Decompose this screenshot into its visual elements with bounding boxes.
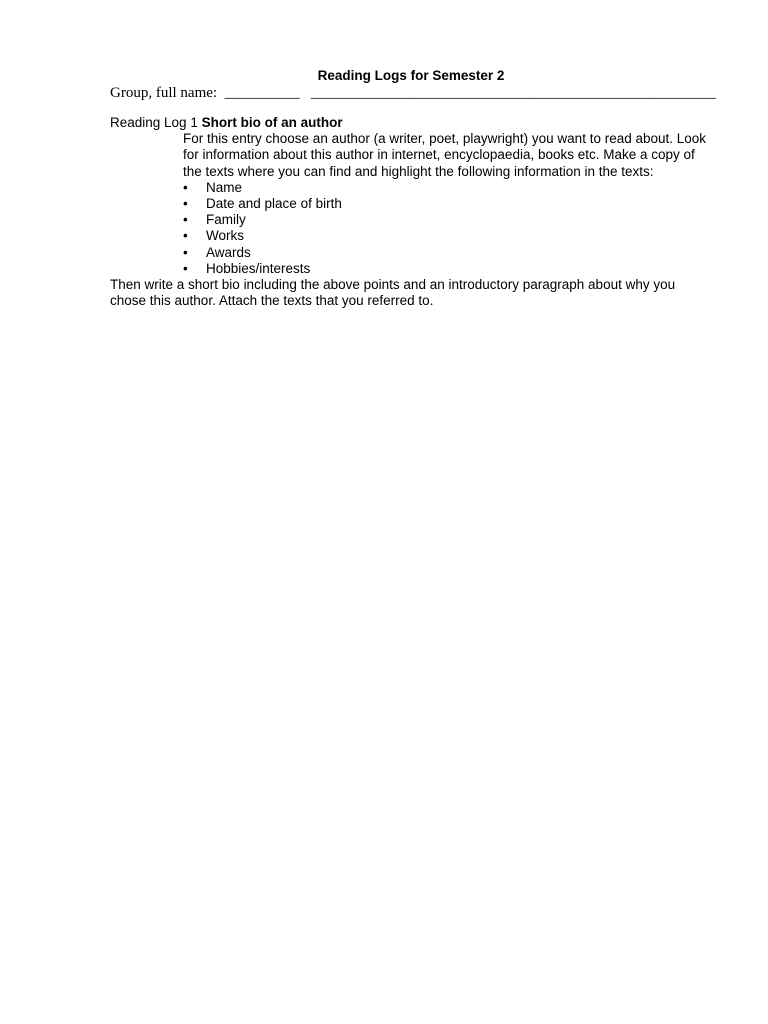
group-name-line <box>110 84 714 102</box>
reading-log-closing: Then write a short bio including the above points and an introductory paragraph about why you chose this author. Attach the texts that you referred to. <box>110 277 676 309</box>
bullet-icon: • <box>183 228 188 244</box>
bullet-icon: • <box>183 179 188 195</box>
reading-log-label: Reading Log 1 <box>110 115 198 130</box>
group-name-label: Group, full name: <box>110 85 218 101</box>
list-item: • Works <box>183 228 245 244</box>
reading-log-instructions: For this entry choose an author (a writer, poet, playwright) you want to read about. Look for information about this author in internet, encyclopaedia, books etc. Make a copy of the texts where you can find and highlight the following information in the texts: <box>183 131 707 179</box>
bullet-icon: • <box>183 196 188 212</box>
list-item: • Awards <box>183 244 251 260</box>
reading-log-topic: Short bio of an author <box>201 115 343 130</box>
bullet-icon: • <box>183 244 188 260</box>
list-item: • Hobbies/interests <box>183 260 311 276</box>
name-blank: ______________________________________________________ <box>310 85 716 101</box>
bullet-icon: • <box>183 212 188 228</box>
reading-log-1 <box>110 115 714 309</box>
info-bullet-list <box>183 180 714 277</box>
reading-log-heading <box>110 115 714 131</box>
list-item: • Family <box>183 212 246 228</box>
list-item: • Date and place of birth <box>183 196 342 212</box>
list-item: • Name <box>183 179 243 195</box>
bullet-icon: • <box>183 260 188 276</box>
document-title: Reading Logs for Semester 2 <box>317 68 505 83</box>
group-blank: __________ <box>224 85 300 101</box>
